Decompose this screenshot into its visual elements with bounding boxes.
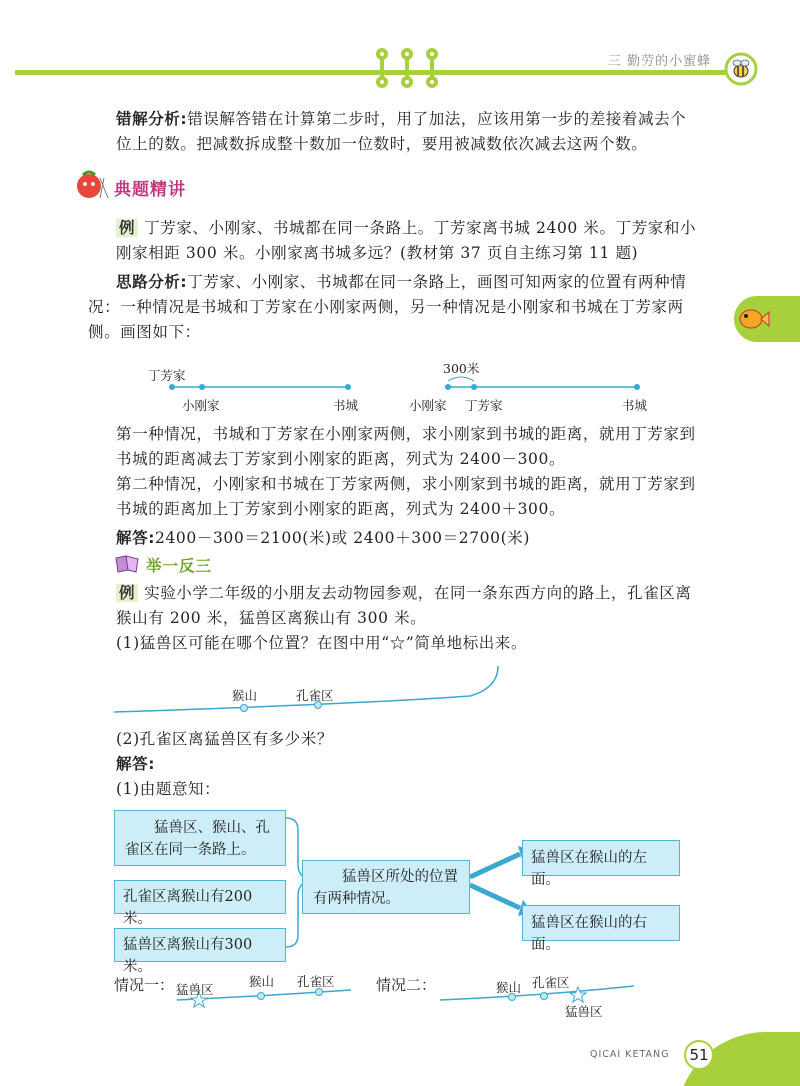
error-analysis-line2: 位上的数。把减数拆成整十数加一位数时，要用被减数依次减去这两个数。 (116, 135, 648, 153)
diagram-a-xiaogang: 小刚家 (182, 398, 220, 413)
diagram-b-dingfang: 丁芳家 (465, 398, 503, 413)
analysis (88, 270, 728, 345)
flow-box-beast-distance: 猛兽区离猴山有300米。 (114, 928, 286, 962)
flow-box-left-case: 猛兽区在猴山的左面。 (522, 840, 680, 876)
fish-icon (736, 304, 770, 334)
section-title-dianti: 典题精讲 (114, 180, 186, 200)
example2-q1: (1)猛兽区可能在哪个位置？在图中用“☆”简单地标出来。 (116, 634, 528, 652)
example1-line1: 丁芳家、小刚家、书城都在同一条路上。丁芳家离书城 2400 米。丁芳家和小 (144, 219, 697, 237)
situation1-beast: 猛兽区 (176, 982, 214, 997)
binder-rings-icon (368, 48, 448, 88)
tomato-icon (72, 168, 110, 202)
diagram-b-distance: 300米 (443, 361, 480, 376)
diagram-a-dingfang: 丁芳家 (148, 368, 186, 383)
example1 (116, 216, 728, 266)
book-icon (114, 554, 140, 574)
bee-icon (724, 52, 758, 86)
flow-box-two-cases: 猛兽区所处的位置有两种情况。 (302, 860, 470, 914)
case2 (116, 472, 728, 522)
example1-line2: 刚家相距 300 米。小刚家离书城多远？(教材第 37 页自主练习第 11 题) (116, 244, 639, 262)
analysis-line2: 况：一种情况是书城和丁芳家在小刚家两侧，另一种情况是小刚家和书城在丁芳家两 (88, 298, 684, 316)
case1-line1: 第一种情况，书城和丁芳家在小刚家两侧，求小刚家到书城的距离，就用丁芳家到 (116, 425, 696, 443)
flow-box-right-case: 猛兽区在猴山的右面。 (522, 905, 680, 941)
chapter-title: 三 勤劳的小蜜蜂 (608, 54, 712, 69)
road-monkey-label: 猴山 (232, 688, 258, 703)
case1-line2: 书城的距离减去丁芳家到小刚家的距离，列式为 2400－300。 (116, 450, 566, 468)
flow-box-same-road: 猛兽区、猴山、孔雀区在同一条路上。 (114, 810, 286, 866)
situation2-label: 情况二： (376, 976, 437, 994)
answer1-label: 解答: (116, 529, 155, 547)
answer2-label: 解答: (116, 755, 155, 773)
situation1-monkey: 猴山 (249, 974, 275, 989)
analysis-label: 思路分析: (116, 273, 188, 291)
example2 (116, 581, 728, 656)
situation2-monkey: 猴山 (496, 980, 522, 995)
error-analysis-label: 错解分析: (116, 110, 188, 128)
case2-line2: 书城的距离加上丁芳家到小刚家的距离，列式为 2400＋300。 (116, 500, 566, 518)
answer1 (116, 526, 530, 551)
road-peacock-label: 孔雀区 (296, 688, 334, 703)
example2-line2: 猴山有 200 米，猛兽区离猴山有 300 米。 (116, 609, 427, 627)
page-number: 51 (684, 1040, 714, 1070)
error-analysis (116, 107, 728, 157)
section-title-juyi: 举一反三 (146, 557, 213, 575)
analysis-line3: 侧。画图如下： (88, 323, 201, 341)
error-analysis-line1: 错误解答错在计算第二步时，用了加法，应该用第一步的差接着减去个 (187, 110, 687, 128)
example-tag: 例 (116, 219, 138, 237)
situation2-peacock: 孔雀区 (532, 975, 570, 990)
footer-brand: QICAI KETANG (590, 1049, 670, 1060)
case2-line1: 第二种情况，小刚家和书城在丁芳家两侧，求小刚家到书城的距离，就用丁芳家到 (116, 475, 696, 493)
diagram-a-shucheng: 书城 (333, 398, 359, 413)
analysis-line1: 丁芳家、小刚家、书城都在同一条路上，画图可知两家的位置有两种情 (187, 273, 687, 291)
answer2-step1: (1)由题意知： (116, 780, 221, 798)
example2-q2: (2)孔雀区离猛兽区有多少米？ (116, 730, 333, 748)
situation1-peacock: 孔雀区 (297, 974, 335, 989)
example2-tag: 例 (116, 584, 138, 602)
answer1-text: 2400－300＝2100(米)或 2400＋300＝2700(米) (155, 529, 530, 547)
diagram-b-xiaogang: 小刚家 (409, 398, 447, 413)
diagram-b-shucheng: 书城 (622, 398, 648, 413)
example2-line1: 实验小学二年级的小朋友去动物园参观，在同一条东西方向的路上，孔雀区离 (144, 584, 692, 602)
situation1-label: 情况一： (114, 976, 175, 994)
situation2-beast: 猛兽区 (565, 1004, 603, 1019)
case1 (116, 422, 728, 472)
flow-box-peacock-distance: 孔雀区离猴山有200米。 (114, 880, 286, 914)
